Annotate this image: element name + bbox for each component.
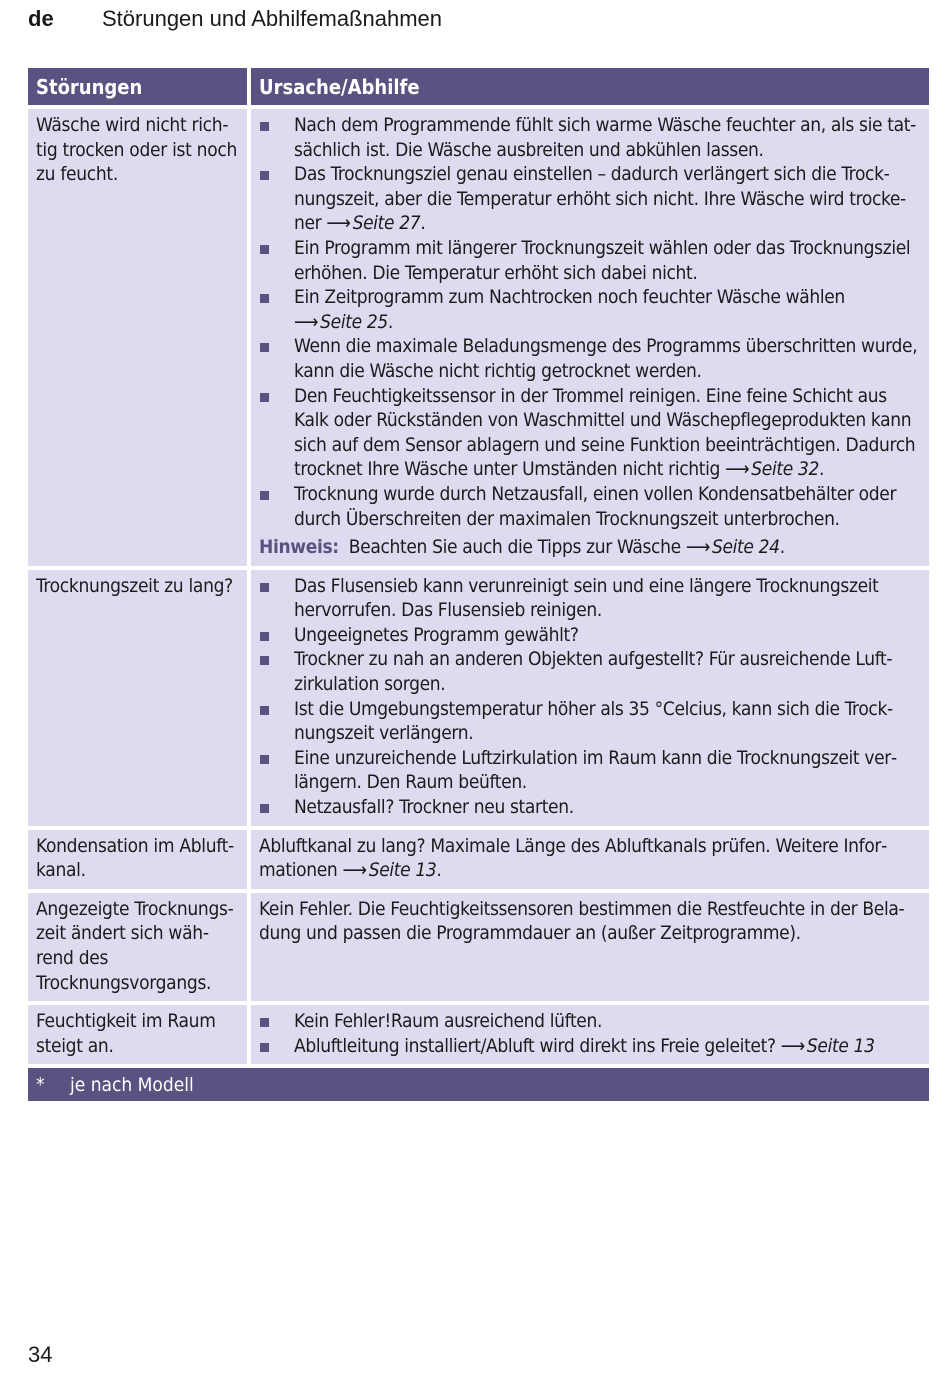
table-header-row	[28, 68, 929, 105]
table-row	[28, 109, 929, 566]
hint-label: Hinweis:	[259, 536, 339, 559]
list-item: Kein Fehler!Raum ausreichend lüften.	[259, 1009, 921, 1034]
list-item: Den Feuchtigkeitssensor in der Trommel reinigen. Eine feine Schicht aus Kalk oder Rückständen von Waschmittel und Wäschepflegeprodukten kann sich auf dem Sensor ablagern und seine Funktion beeinträchtigen. Dadurch trocknet Ihre Wäsche unter Umständen nicht richtig ⟶ Seite 32.	[259, 384, 921, 482]
footnote-row	[28, 1068, 929, 1101]
arrow-right-icon: ⟶	[342, 859, 367, 882]
remedy-list	[259, 574, 921, 820]
column-header-faults: Störungen	[28, 68, 251, 105]
list-item: Ungeeignetes Programm gewählt?	[259, 623, 921, 648]
list-item: Eine unzureichende Luftzirkulation im Raum kann die Trocknungszeit verlängern. Den Raum beüften.	[259, 746, 921, 795]
fault-cell: Trocknungszeit zu lang?	[28, 570, 251, 826]
arrow-right-icon: ⟶	[780, 1034, 805, 1057]
arrow-right-icon: ⟶	[326, 212, 351, 235]
list-item: Nach dem Programmende fühlt sich warme Wäsche feuchter an, als sie tatsächlich ist. Die Wäsche ausbreiten und abkühlen lassen.	[259, 113, 921, 162]
remedy-cell: Abluftkanal zu lang? Maximale Länge des Abluftkanals prüfen. Weitere Informationen ⟶ Seite 13.	[251, 830, 929, 889]
footnote	[28, 1068, 929, 1101]
list-item: Trocknung wurde durch Netzausfall, einen vollen Kondensatbehälter oder durch Überschreiten der maximalen Trocknungszeit unterbrochen.	[259, 482, 921, 531]
list-item: Ein Zeitprogramm zum Nachtrocken noch feuchter Wäsche wählen ⟶ Seite 25.	[259, 285, 921, 334]
list-item: Trockner zu nah an anderen Objekten aufgestellt? Für ausreichende Luftzirkulation sorgen.	[259, 647, 921, 696]
footnote-text: je nach Modell	[70, 1073, 194, 1096]
remedy-list	[259, 113, 921, 531]
hint-note: Hinweis: Beachten Sie auch die Tipps zur Wäsche ⟶ Seite 24.	[259, 536, 785, 559]
list-item: Das Flusensieb kann verunreinigt sein und eine längere Trocknungszeit hervorrufen. Das Flusensieb reinigen.	[259, 574, 921, 623]
column-header-cause: Ursache/Abhilfe	[251, 68, 929, 105]
table-row	[28, 570, 929, 826]
table-row	[28, 1005, 929, 1064]
page-reference[interactable]: ⟶ Seite 27	[326, 212, 421, 235]
arrow-right-icon: ⟶	[725, 458, 750, 481]
section-title: Störungen und Abhilfemaßnahmen	[102, 6, 443, 31]
table-row	[28, 830, 929, 889]
table-row	[28, 893, 929, 1001]
list-item: Netzausfall? Trockner neu starten.	[259, 795, 921, 820]
fault-cell: Angezeigte Trocknungszeit ändert sich während des Trocknungsvorgangs.	[28, 893, 251, 1001]
list-item: Abluftleitung installiert/Abluft wird direkt ins Freie geleitet? ⟶ Seite 13	[259, 1034, 921, 1059]
remedy-cell	[251, 570, 929, 826]
page-reference[interactable]: ⟶ Seite 24	[685, 536, 780, 559]
fault-cell: Wäsche wird nicht richtig trocken oder ist noch zu feucht.	[28, 109, 251, 566]
list-item: Das Trocknungsziel genau einstellen – dadurch verlängert sich die Trocknungszeit, aber die Temperatur erhöht sich nicht. Ihre Wäsche wird trockener ⟶ Seite 27.	[259, 162, 921, 236]
arrow-right-icon: ⟶	[685, 536, 710, 559]
list-item: Wenn die maximale Beladungsmenge des Programms überschritten wurde, kann die Wäsche nicht richtig getrocknet werden.	[259, 334, 921, 383]
page-reference[interactable]: ⟶ Seite 13	[342, 859, 437, 882]
remedy-cell: Kein Fehler. Die Feuchtigkeitssensoren bestimmen die Restfeuchte in der Beladung und passen die Programmdauer an (außer Zeitprogramme).	[251, 893, 929, 1001]
fault-cell: Feuchtigkeit im Raum steigt an.	[28, 1005, 251, 1064]
page-reference[interactable]: ⟶ Seite 32	[725, 458, 819, 481]
remedy-list	[259, 1009, 921, 1058]
remedy-cell	[251, 1005, 929, 1064]
page-number: 34	[28, 1342, 53, 1367]
list-item: Ein Programm mit längerer Trocknungszeit wählen oder das Trocknungsziel erhöhen. Die Temperatur erhöht sich dabei nicht.	[259, 236, 921, 285]
remedy-cell	[251, 109, 929, 566]
footnote-mark: *	[36, 1073, 45, 1096]
troubleshooting-table	[28, 64, 929, 1105]
arrow-right-icon: ⟶	[294, 310, 319, 333]
list-item: Ist die Umgebungstemperatur höher als 35 °Celcius, kann sich die Trocknungszeit verlängern.	[259, 697, 921, 746]
language-code: de	[28, 6, 54, 31]
page-reference[interactable]: ⟶ Seite 25	[294, 310, 388, 333]
page-reference[interactable]: ⟶ Seite 13	[780, 1034, 875, 1057]
fault-cell: Kondensation im Abluftkanal.	[28, 830, 251, 889]
